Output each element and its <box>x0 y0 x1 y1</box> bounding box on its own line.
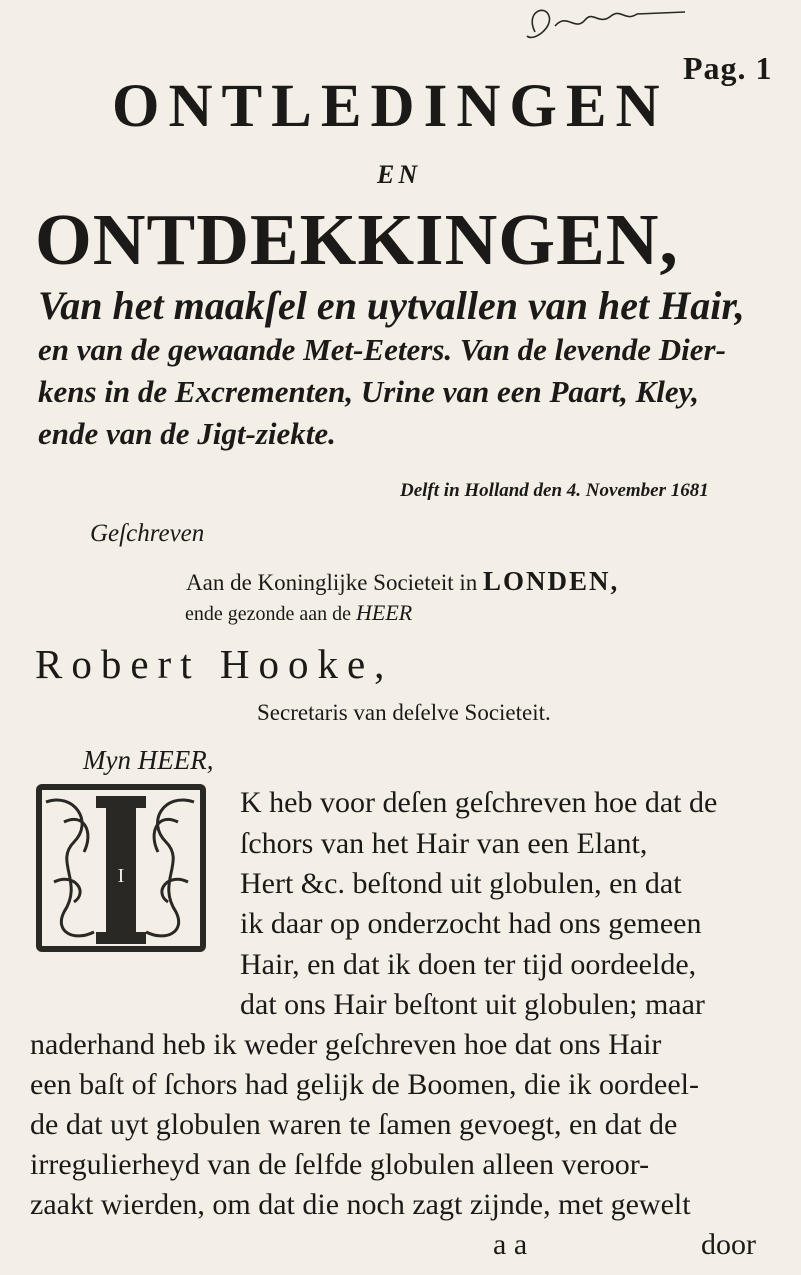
recipient-name: Robert Hooke, <box>35 641 394 687</box>
written-label: Geſchreven <box>90 520 205 547</box>
title-conjunction: EN <box>377 160 422 189</box>
address-line-2 <box>185 600 412 626</box>
subtitle-line-4: ende van de Jigt-ziekte. <box>38 416 336 451</box>
address-prefix-2: ende gezonde aan de <box>185 603 357 625</box>
body-line-10: irregulierheyd van de ſelfde globulen alleen veroor- <box>30 1148 650 1181</box>
subtitle-line-3: kens in de Excrementen, Urine van een Paart, Kley, <box>38 374 700 409</box>
dateline: Delft in Holland den 4. November 1681 <box>400 480 709 501</box>
address-prefix: Aan de Koninglijke Societeit in <box>186 570 484 595</box>
subtitle-line-2: en van de gewaande Met-Eeters. Van de levende Dier- <box>38 332 726 367</box>
title-line-2: ONTDEKKINGEN, <box>35 199 679 280</box>
recipient-office: Secretaris van deſelve Societeit. <box>257 700 551 725</box>
signature-mark: a a <box>493 1228 528 1261</box>
address-line-1 <box>186 566 619 597</box>
title-line-1: ONTLEDINGEN <box>112 73 669 140</box>
body-line-8: een baſt of ſchors had gelijk de Boomen, die ik oordeel- <box>30 1068 699 1101</box>
body-line-5: Hair, en dat ik doen ter tijd oordeelde, <box>240 948 697 981</box>
body-line-4: ik daar op onderzocht had ons gemeen <box>240 907 702 940</box>
address-title: HEER <box>356 600 413 625</box>
page-number: Pag. 1 <box>683 50 773 86</box>
address-city: LONDEN, <box>483 566 620 596</box>
body-line-11: zaakt wierden, om dat die noch zagt zijnde, met gewelt <box>30 1188 691 1221</box>
body-line-1: K heb voor deſen geſchreven hoe dat de <box>240 786 718 819</box>
body-line-6: dat ons Hair beſtont uit globulen; maar <box>240 988 705 1021</box>
salutation: Myn HEER, <box>83 745 214 775</box>
body-line-7: naderhand heb ik weder geſchreven hoe dat ons Hair <box>30 1028 662 1061</box>
drop-cap-letter: I <box>117 865 125 887</box>
body-line-2: ſchors van het Hair van een Elant, <box>240 827 648 860</box>
ornamental-initial <box>34 782 208 958</box>
subtitle-line-1: Van het maakſel en uytvallen van het Hair, <box>38 283 745 328</box>
handwritten-signature <box>515 2 695 50</box>
body-line-3: Hert &c. beſtond uit globulen, en dat <box>240 867 682 900</box>
catchword: door <box>701 1228 756 1261</box>
body-line-9: de dat uyt globulen waren te ſamen gevoegt, en dat de <box>30 1108 678 1141</box>
